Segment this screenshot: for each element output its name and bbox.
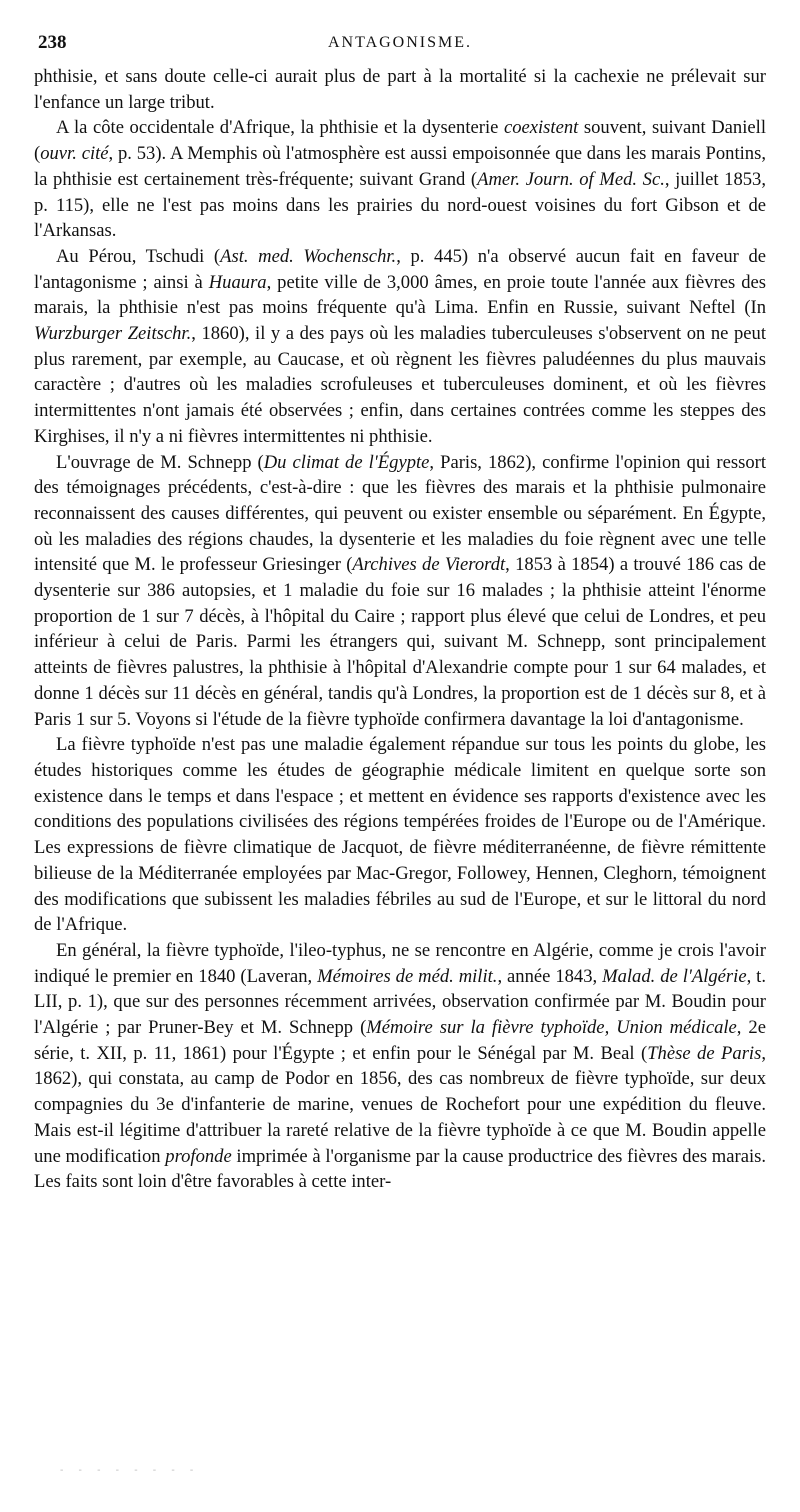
italic-citation: Thèse de Paris	[647, 1042, 762, 1064]
text-run: L'ouvrage de M. Schnepp (	[56, 451, 264, 473]
paragraph	[34, 450, 766, 733]
text-run: En général, la fièvre typhoïde, l'ileo-typhus, ne se rencontre en Algérie, comme je crois l'avoir indiqué le premier en 1840 (Laveran,	[34, 939, 766, 987]
text-run: , 2e série, t. XII, p. 11, 1861) pour l'Égypte ; et enfin pour le Sénégal par M. Beal (	[34, 1017, 766, 1064]
text-run: , année 1843,	[497, 965, 603, 987]
running-title: ANTAGONISME.	[327, 34, 473, 51]
body-text	[34, 64, 766, 1195]
text-run: La fièvre typhoïde n'est pas une maladie également répandue sur tous les points du globe, les études historiques comme les études de géographie médicale limitent en quelque sorte son existence dans le temps et dans l'espace ; et mettent en évidence ses rapports d'existence avec les conditions des populations civilisées des régions tempérées froides de l'Europe ou de l'Amérique. Les expressions de fièvre climatique de Jacquot, de fièvre méditerranéenne, de fièvre rémittente bilieuse de la Méditerranée employées par Mac-Gregor, Followey, Hennen, Cleghorn, témoignent des modifications que subissent les maladies fébriles au sud de l'Europe, et sur le littoral du nord de l'Afrique.	[34, 734, 766, 936]
italic-citation: Archives de Vierordt	[352, 554, 506, 576]
text-run: imprimée à l'organisme par la cause productrice des fièvres des marais. Les faits sont loin d'être favorables à cette inter-	[34, 1145, 767, 1193]
text-run: , p. 53). A Memphis où l'atmosphère est aussi empoisonnée que dans les marais Pontins, la phthisie est certainement très-fréquente; suivant Grand (	[34, 143, 766, 190]
paragraph	[34, 115, 766, 244]
paragraph	[34, 244, 766, 450]
text-run: , 1853 à 1854) a trouvé 186 cas de dysenterie sur 386 autopsies, et 1 maladie du foie sur 16 malades ; la phthisie atteint l'énorme proportion de 1 sur 7 décès, à l'hôpital du Caire ; rapport plus élevé que celui de Londres, et peu inférieur à celui de Paris. Parmi les étrangers qui, suivant M. Schnepp, sont principalement atteints de fièvres palustres, la phthisie à l'hôpital d'Alexandrie compte pour 1 sur 64 malades, et donne 1 décès sur 11 décès en général, tandis qu'à Londres, la proportion est de 1 décès sur 8, et à Paris 1 sur 5. Voyons si l'étude de la fièvre typhoïde confirmera davantage la loi d'antagonisme.	[34, 554, 766, 730]
text-run: , Paris, 1862), confirme l'opinion qui ressort des témoignages précédents, c'est-à-dire : que les fièvres des marais et la phthisie pulmonaire reconnaissent des causes différentes, qui peuvent ou exister ensemble ou séparément. En Égypte, où les maladies des régions chaudes, la dysenterie et les maladies du foie règnent avec une telle intensité que M. le professeur Griesinger (	[34, 451, 766, 576]
text-run: , 1862), qui constata, au camp de Podor en 1856, des cas nombreux de fièvre typhoïde, sur deux compagnies du 3e d'infanterie de marine, venues de Rochefort pour une expédition du fleuve. Mais est-il légitime d'attribuer la rareté relative de la fièvre typhoïde à ce que M. Boudin appelle une modification	[34, 1042, 766, 1167]
text-run: A la côte occidentale d'Afrique, la phthisie et la dysenterie	[56, 117, 504, 139]
text-run: phthisie, et sans doute celle-ci aurait plus de part à la mortalité si la cachexie ne prélevait sur l'enfance un large tribut.	[34, 66, 766, 113]
italic-citation: profonde	[165, 1145, 232, 1167]
paragraph	[34, 64, 766, 115]
running-head	[34, 28, 766, 58]
paragraph	[34, 732, 766, 938]
italic-citation: Mémoires de méd. milit.	[317, 965, 498, 987]
italic-citation: Huaura	[208, 271, 267, 293]
italic-citation: Malad. de l'Algérie	[602, 965, 747, 987]
text-run: , 1860), il y a des pays où les maladies tuberculeuses s'observent on ne peut plus rarement, par exemple, au Caucase, et où règnent les fièvres paludéennes du plus mauvais caractère ; d'autres où les maladies scrofuleuses et tuberculeuses dominent, et où les fièvres intermittentes n'ont jamais été observées ; enfin, dans certaines contrées comme les steppes des Kirghises, il n'y a ni fièvres intermittentes ni phthisie.	[34, 323, 766, 447]
scan-artifact-marks: ‐ ‐ ‐ ‐ ‐ ‐ ‐ ‐	[60, 1465, 200, 1476]
italic-citation: Amer. Journ. of Med. Sc.	[477, 168, 665, 190]
italic-citation: coexistent	[503, 117, 579, 139]
text-run: , p. 445) n'a observé aucun fait en faveur de l'antagonisme ; ainsi à	[34, 245, 766, 293]
text-run: , juillet 1853, p. 115), elle ne l'est pas moins dans les prairies du nord-ouest voisines du fort Gibson et de l'Arkansas.	[34, 168, 766, 242]
page-number: 238	[38, 32, 67, 53]
italic-citation: Wurzburger Zeitschr.	[34, 323, 192, 345]
text-run: souvent, suivant Daniell (	[34, 117, 766, 165]
italic-citation: ouvr. cité	[40, 143, 109, 165]
paragraph	[34, 938, 766, 1195]
italic-citation: Ast. med. Wochenschr.	[220, 245, 397, 267]
text-run: Au Pérou, Tschudi (	[56, 245, 221, 267]
text-run: , t. LII, p. 1), que sur des personnes récemment arrivées, observation confirmée par M. Boudin pour l'Algérie ; par Pruner-Bey et M. Schnepp (	[34, 965, 766, 1039]
text-run: , petite ville de 3,000 âmes, en proie toute l'année aux fièvres des marais, la phthisie n'est pas moins fréquente qu'à Lima. Enfin en Russie, suivant Neftel (In	[34, 271, 766, 319]
italic-citation: Du climat de l'Égypte	[263, 451, 430, 473]
italic-citation: Mémoire sur la fièvre typhoïde, Union médicale	[366, 1017, 737, 1039]
